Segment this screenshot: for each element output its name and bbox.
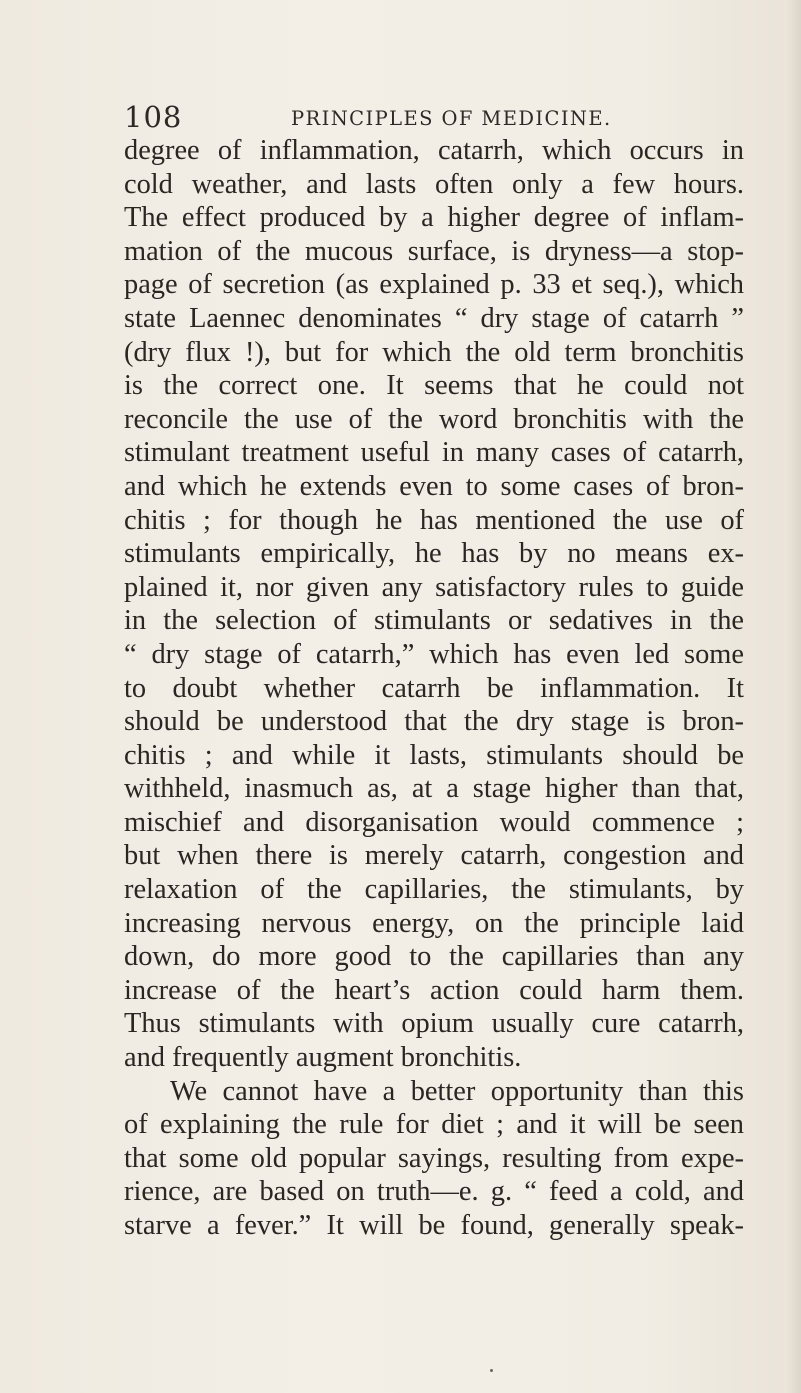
text-line: state Laennec denominates “ dry stage of catarrh ” bbox=[124, 302, 744, 334]
text-line: relaxation of the capillaries, the stimulants, by bbox=[124, 874, 744, 906]
text-line: down, do more good to the capillaries than any bbox=[124, 941, 744, 973]
text-line: increase of the heart’s action could harm them. bbox=[124, 974, 744, 1006]
text-line: mation of the mucous surface, is dryness—a stop- bbox=[124, 235, 744, 267]
text-line: rience, are based on truth—e. g. “ feed a cold, and bbox=[124, 1176, 744, 1208]
running-title: PRINCIPLES OF MEDICINE. bbox=[291, 107, 612, 130]
text-line: Thus stimulants with opium usually cure catarrh, bbox=[124, 1008, 744, 1040]
text-line: The effect produced by a higher degree of inflam- bbox=[124, 202, 744, 234]
body-text bbox=[124, 134, 744, 1243]
text-line: stimulant treatment useful in many cases of catarrh, bbox=[124, 437, 744, 469]
text-line: that some old popular sayings, resulting from expe- bbox=[124, 1142, 744, 1174]
paragraph-end-line: and frequently augment bronchitis. bbox=[124, 1042, 522, 1074]
text-line: chitis ; for though he has mentioned the use of bbox=[124, 504, 744, 536]
text-line: should be understood that the dry stage is bron- bbox=[124, 706, 744, 738]
text-line: increasing nervous energy, on the principle laid bbox=[124, 907, 744, 939]
page-number: 108 bbox=[124, 100, 183, 134]
text-line: to doubt whether catarrh be inflammation. It bbox=[124, 672, 744, 704]
ink-speck bbox=[490, 1369, 493, 1372]
text-line: mischief and disorganisation would commence ; bbox=[124, 806, 744, 838]
text-line: “ dry stage of catarrh,” which has even led some bbox=[124, 638, 744, 670]
text-line: plained it, nor given any satisfactory rules to guide bbox=[124, 571, 744, 603]
text-line: page of secretion (as explained p. 33 et seq.), which bbox=[124, 269, 744, 301]
text-line: cold weather, and lasts often only a few hours. bbox=[124, 168, 744, 200]
text-line: stimulants empirically, he has by no means ex- bbox=[124, 538, 744, 570]
text-line: starve a fever.” It will be found, generally speak- bbox=[124, 1210, 744, 1241]
text-line: in the selection of stimulants or sedatives in the bbox=[124, 605, 744, 637]
text-line: of explaining the rule for diet ; and it will be seen bbox=[124, 1109, 744, 1141]
text-line: withheld, inasmuch as, at a stage higher than that, bbox=[124, 773, 744, 805]
paragraph-start-line: We cannot have a better opportunity than this bbox=[170, 1075, 744, 1107]
text-line: reconcile the use of the word bronchitis with the bbox=[124, 403, 744, 435]
text-line: (dry flux !), but for which the old term bronchitis bbox=[124, 336, 744, 368]
text-line: and which he extends even to some cases of bron- bbox=[124, 470, 744, 502]
text-line: degree of inflammation, catarrh, which occurs in bbox=[124, 135, 744, 166]
page-edge-shadow bbox=[787, 0, 801, 1393]
text-line: chitis ; and while it lasts, stimulants should be bbox=[124, 739, 744, 771]
text-line: is the correct one. It seems that he could not bbox=[124, 370, 744, 402]
text-line: but when there is merely catarrh, congestion and bbox=[124, 840, 744, 872]
